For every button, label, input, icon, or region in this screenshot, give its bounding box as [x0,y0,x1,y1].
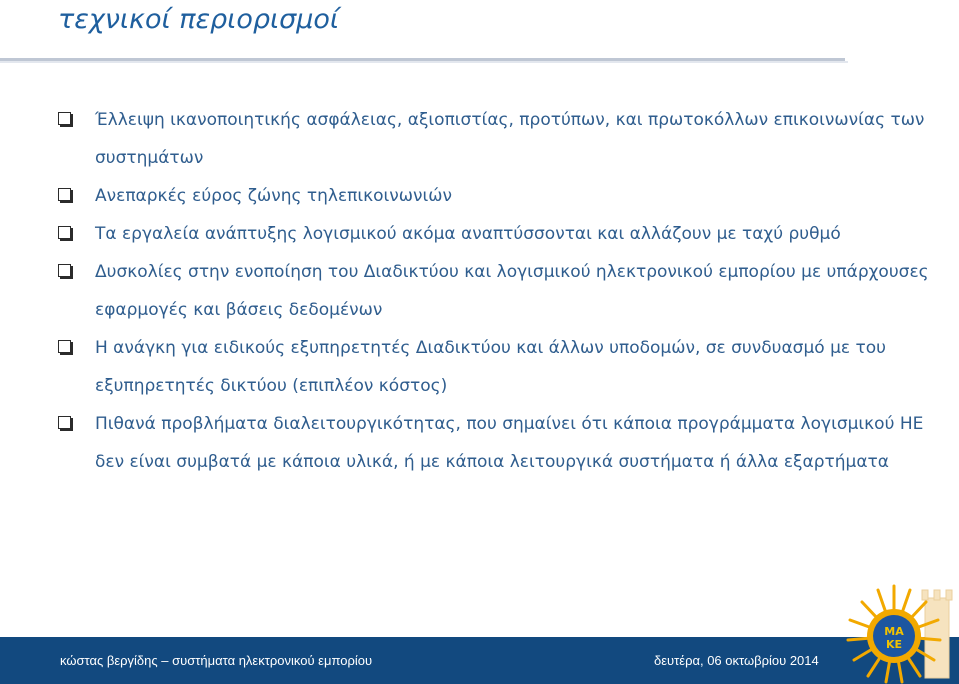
bullet-text: Ανεπαρκές εύρος ζώνης τηλεπικοινωνιών [95,186,452,206]
bullet-text: Έλλειψη ικανοποιητικής ασφάλειας, αξιοπιστίας, προτύπων, και πρωτοκόλλων επικοινωνίας των συστημάτων [95,110,925,168]
footer-bar [0,637,959,684]
footer-date: δευτέρα, 06 οκτωβρίου 2014 [654,653,819,668]
logo-text-bottom: ΚΕ [885,638,903,651]
bullet-item [58,177,938,215]
bullet-item [58,329,938,405]
bullet-item [58,101,938,177]
bullet-item [58,405,938,481]
logo-text-top: ΜΑ [884,625,904,638]
bullet-text: Πιθανά προβλήματα διαλειτουργικότητας, που σημαίνει ότι κάποια προγράμματα λογισμικού ΗΕ δεν είναι συμβατά με κάποια υλικά, ή με κάποια λειτουργικά συστήματα ή άλλα εξαρτήματα [95,414,924,472]
footer-author-course: κώστας βεργίδης – συστήματα ηλεκτρονικού εμπορίου [60,653,373,668]
checkbox-bullet-icon [58,226,71,239]
bullet-list [58,101,938,481]
checkbox-bullet-icon [58,112,71,125]
checkbox-bullet-icon [58,340,71,353]
bullet-text: Η ανάγκη για ειδικούς εξυπηρετητές Διαδικτύου και άλλων υποδομών, σε συνδυασμό με του εξυπηρετητές δικτύου (επιπλέον κόστος) [95,338,886,396]
checkbox-bullet-icon [58,416,71,429]
checkbox-bullet-icon [58,188,71,201]
title-divider-shadow [0,61,848,63]
checkbox-bullet-icon [58,264,71,277]
bullet-text: Τα εργαλεία ανάπτυξης λογισμικού ακόμα αναπτύσσονται και αλλάζουν με ταχύ ρυθμό [95,224,841,244]
bullet-item [58,253,938,329]
bullet-text: Δυσκολίες στην ενοποίηση του Διαδικτύου και λογισμικού ηλεκτρονικού εμπορίου με υπάρχουσες εφαρμογές και βάσεις δεδομένων [95,262,929,320]
bullet-item [58,215,938,253]
slide-title: τεχνικοί περιορισμοί [58,4,340,35]
university-sun-logo-icon [842,578,959,684]
